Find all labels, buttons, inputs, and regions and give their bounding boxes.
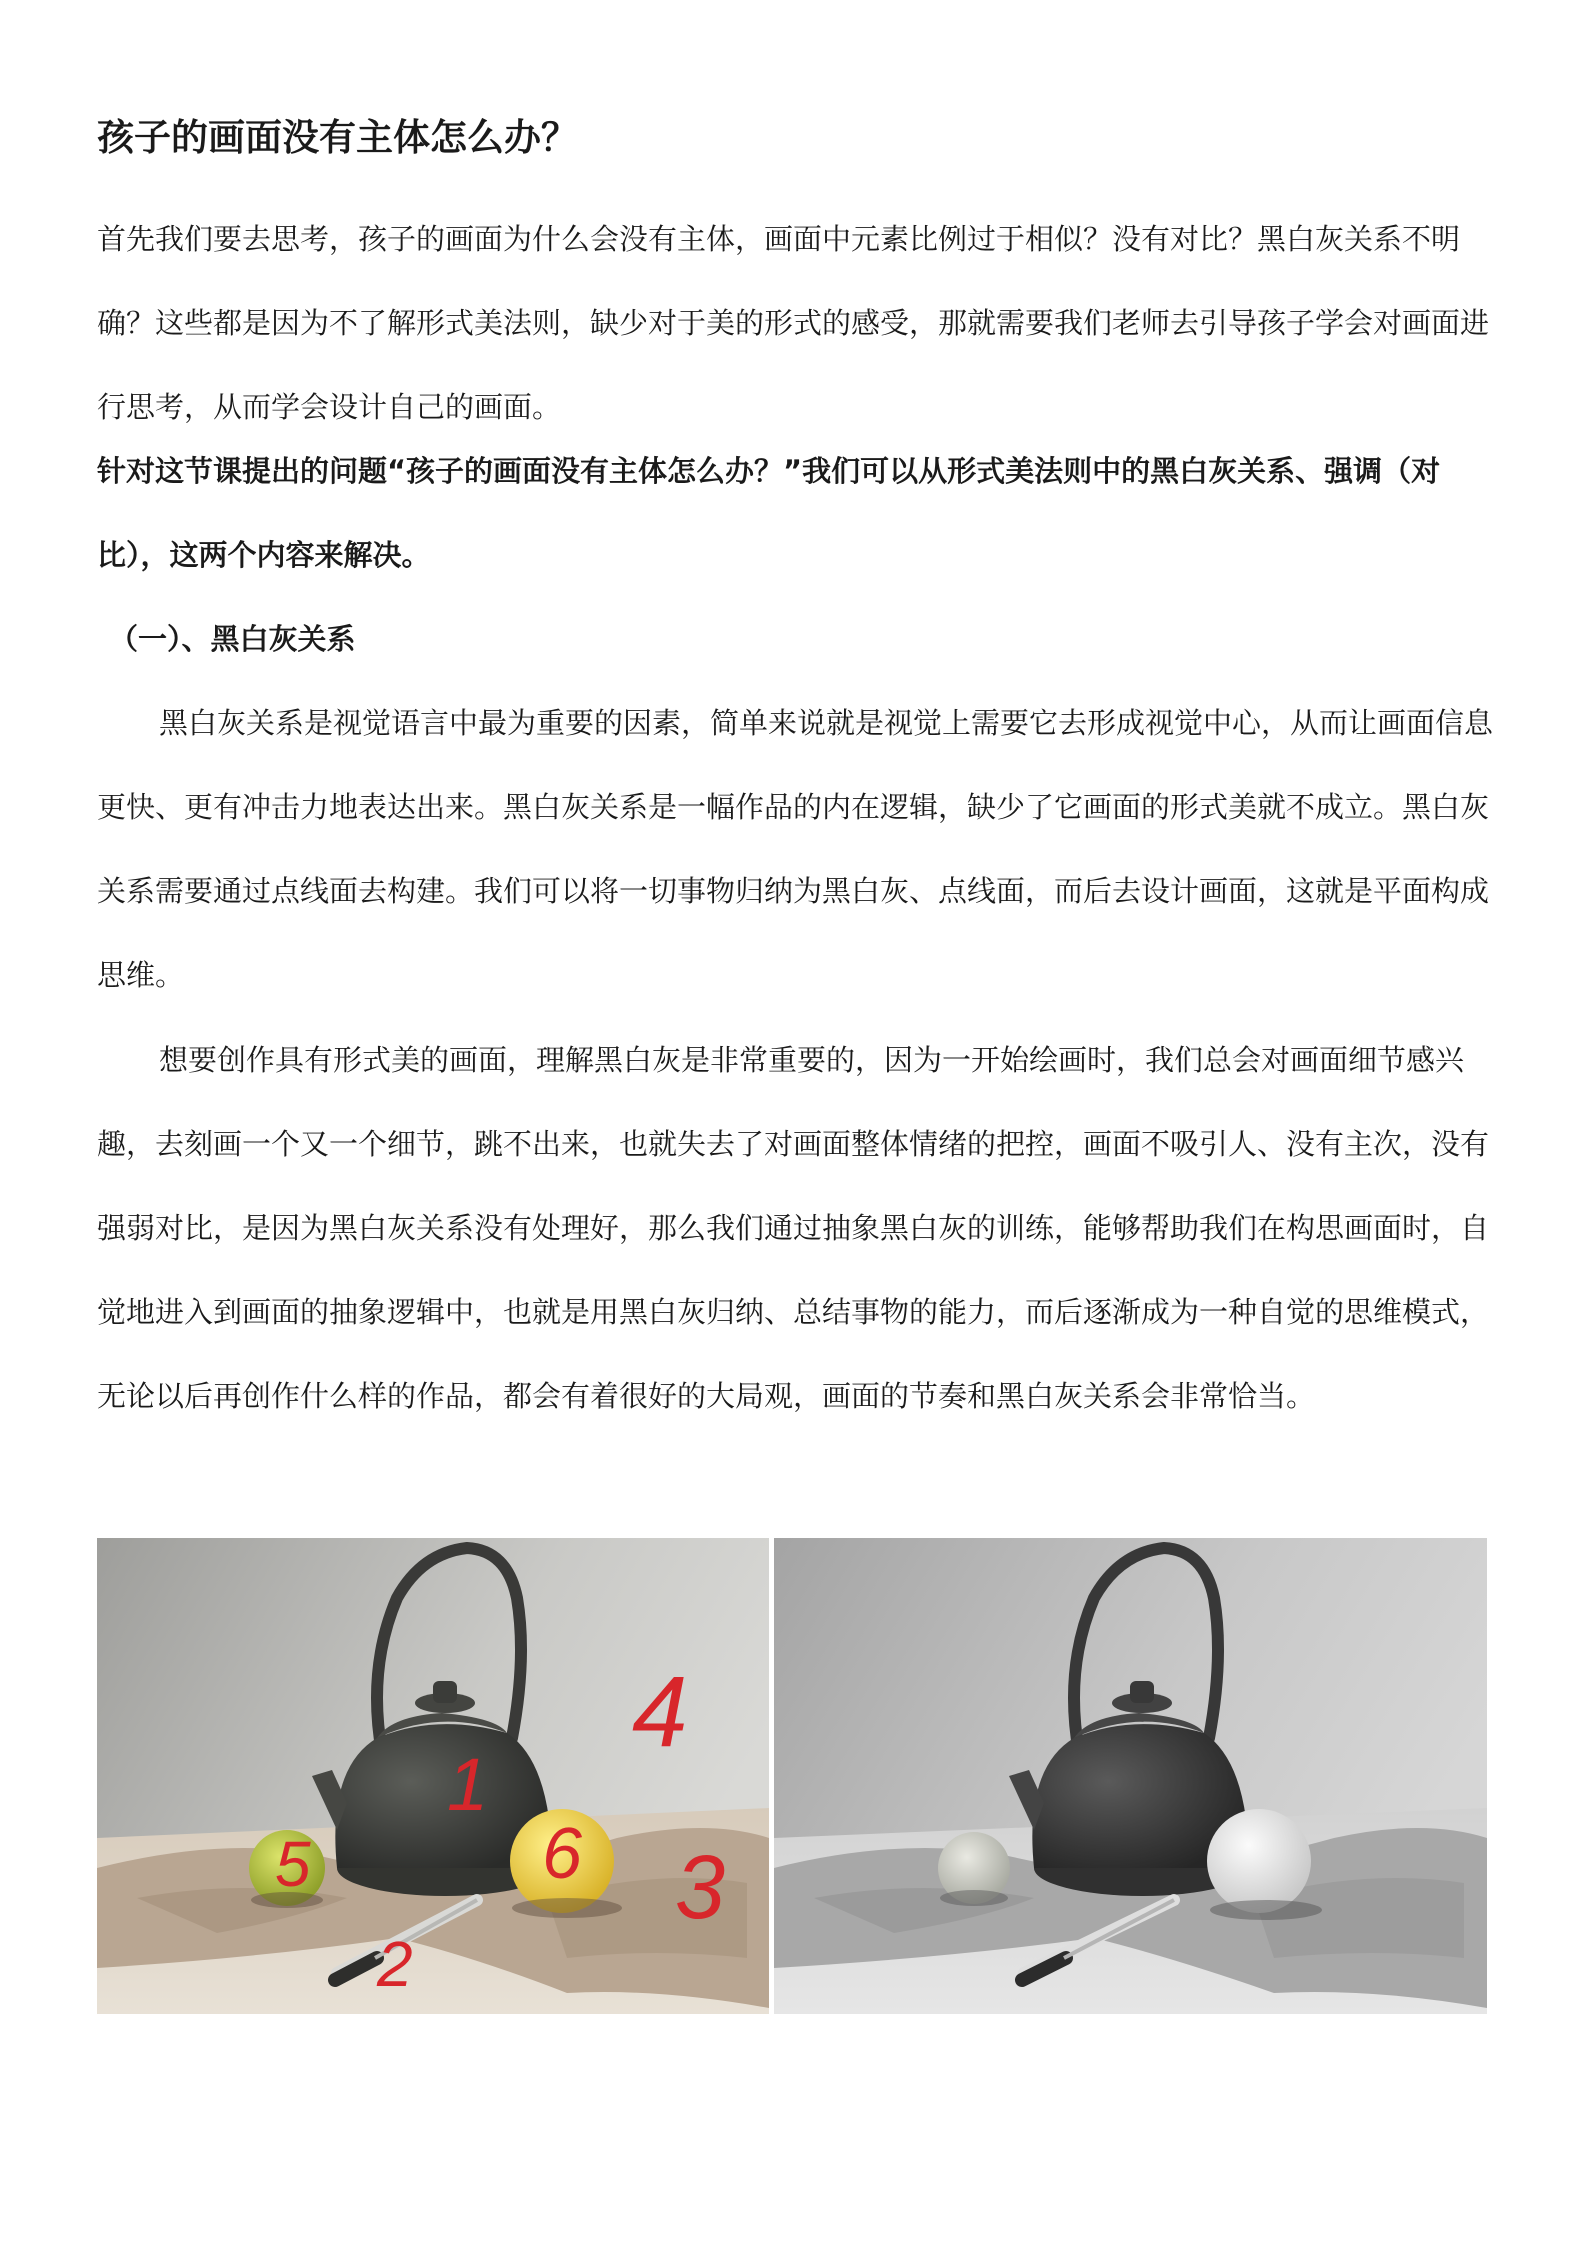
annotation-3: 3 [675, 1838, 726, 1938]
grayscale-still-life-photo [774, 1538, 1487, 2014]
annotation-5: 5 [275, 1828, 311, 1900]
color-still-life-photo [97, 1538, 769, 2014]
intro-paragraph: 首先我们要去思考，孩子的画面为什么会没有主体，画面中元素比例过于相似？没有对比？黑白灰关系不明确？这些都是因为不了解形式美法则，缺少对于美的形式的感受，那就需要我们老师去引导孩子学会对画面进行思考，从而学会设计自己的画面。 [97, 222, 1490, 424]
section-paragraph-1: 黑白灰关系是视觉语言中最为重要的因素，简单来说就是视觉上需要它去形成视觉中心，从而让画面信息更快、更有冲击力地表达出来。黑白灰关系是一幅作品的内在逻辑，缺少了它画面的形式美就不成立。黑白灰关系需要通过点线面去构建。我们可以将一切事物归纳为黑白灰、点线面，而后去设计画面，这就是平面构成思维。 [97, 706, 1494, 992]
annotation-1: 1 [447, 1743, 489, 1826]
still-life-photos [97, 1538, 1495, 2014]
section-heading: （一）、黑白灰关系 [109, 622, 356, 656]
annotation-4: 4 [632, 1656, 688, 1768]
document-title: 孩子的画面没有主体怎么办？ [97, 116, 578, 159]
section-paragraph-2: 想要创作具有形式美的画面，理解黑白灰是非常重要的，因为一开始绘画时，我们总会对画面细节感兴趣，去刻画一个又一个细节，跳不出来，也就失去了对画面整体情绪的把控，画面不吸引人、没有主次，没有强弱对比，是因为黑白灰关系没有处理好，那么我们通过抽象黑白灰的训练，能够帮助我们在构思画面时，自觉地进入到画面的抽象逻辑中，也就是用黑白灰归纳、总结事物的能力，而后逐渐成为一种自觉的思维模式，无论以后再创作什么样的作品，都会有着很好的大局观，画面的节奏和黑白灰关系会非常恰当。 [97, 1043, 1490, 1413]
annotation-2: 2 [377, 1928, 413, 2000]
thesis-paragraph: 针对这节课提出的问题“孩子的画面没有主体怎么办？”我们可以从形式美法则中的黑白灰关系、强调（对比），这两个内容来解决。 [97, 454, 1441, 572]
annotation-6: 6 [542, 1814, 583, 1894]
